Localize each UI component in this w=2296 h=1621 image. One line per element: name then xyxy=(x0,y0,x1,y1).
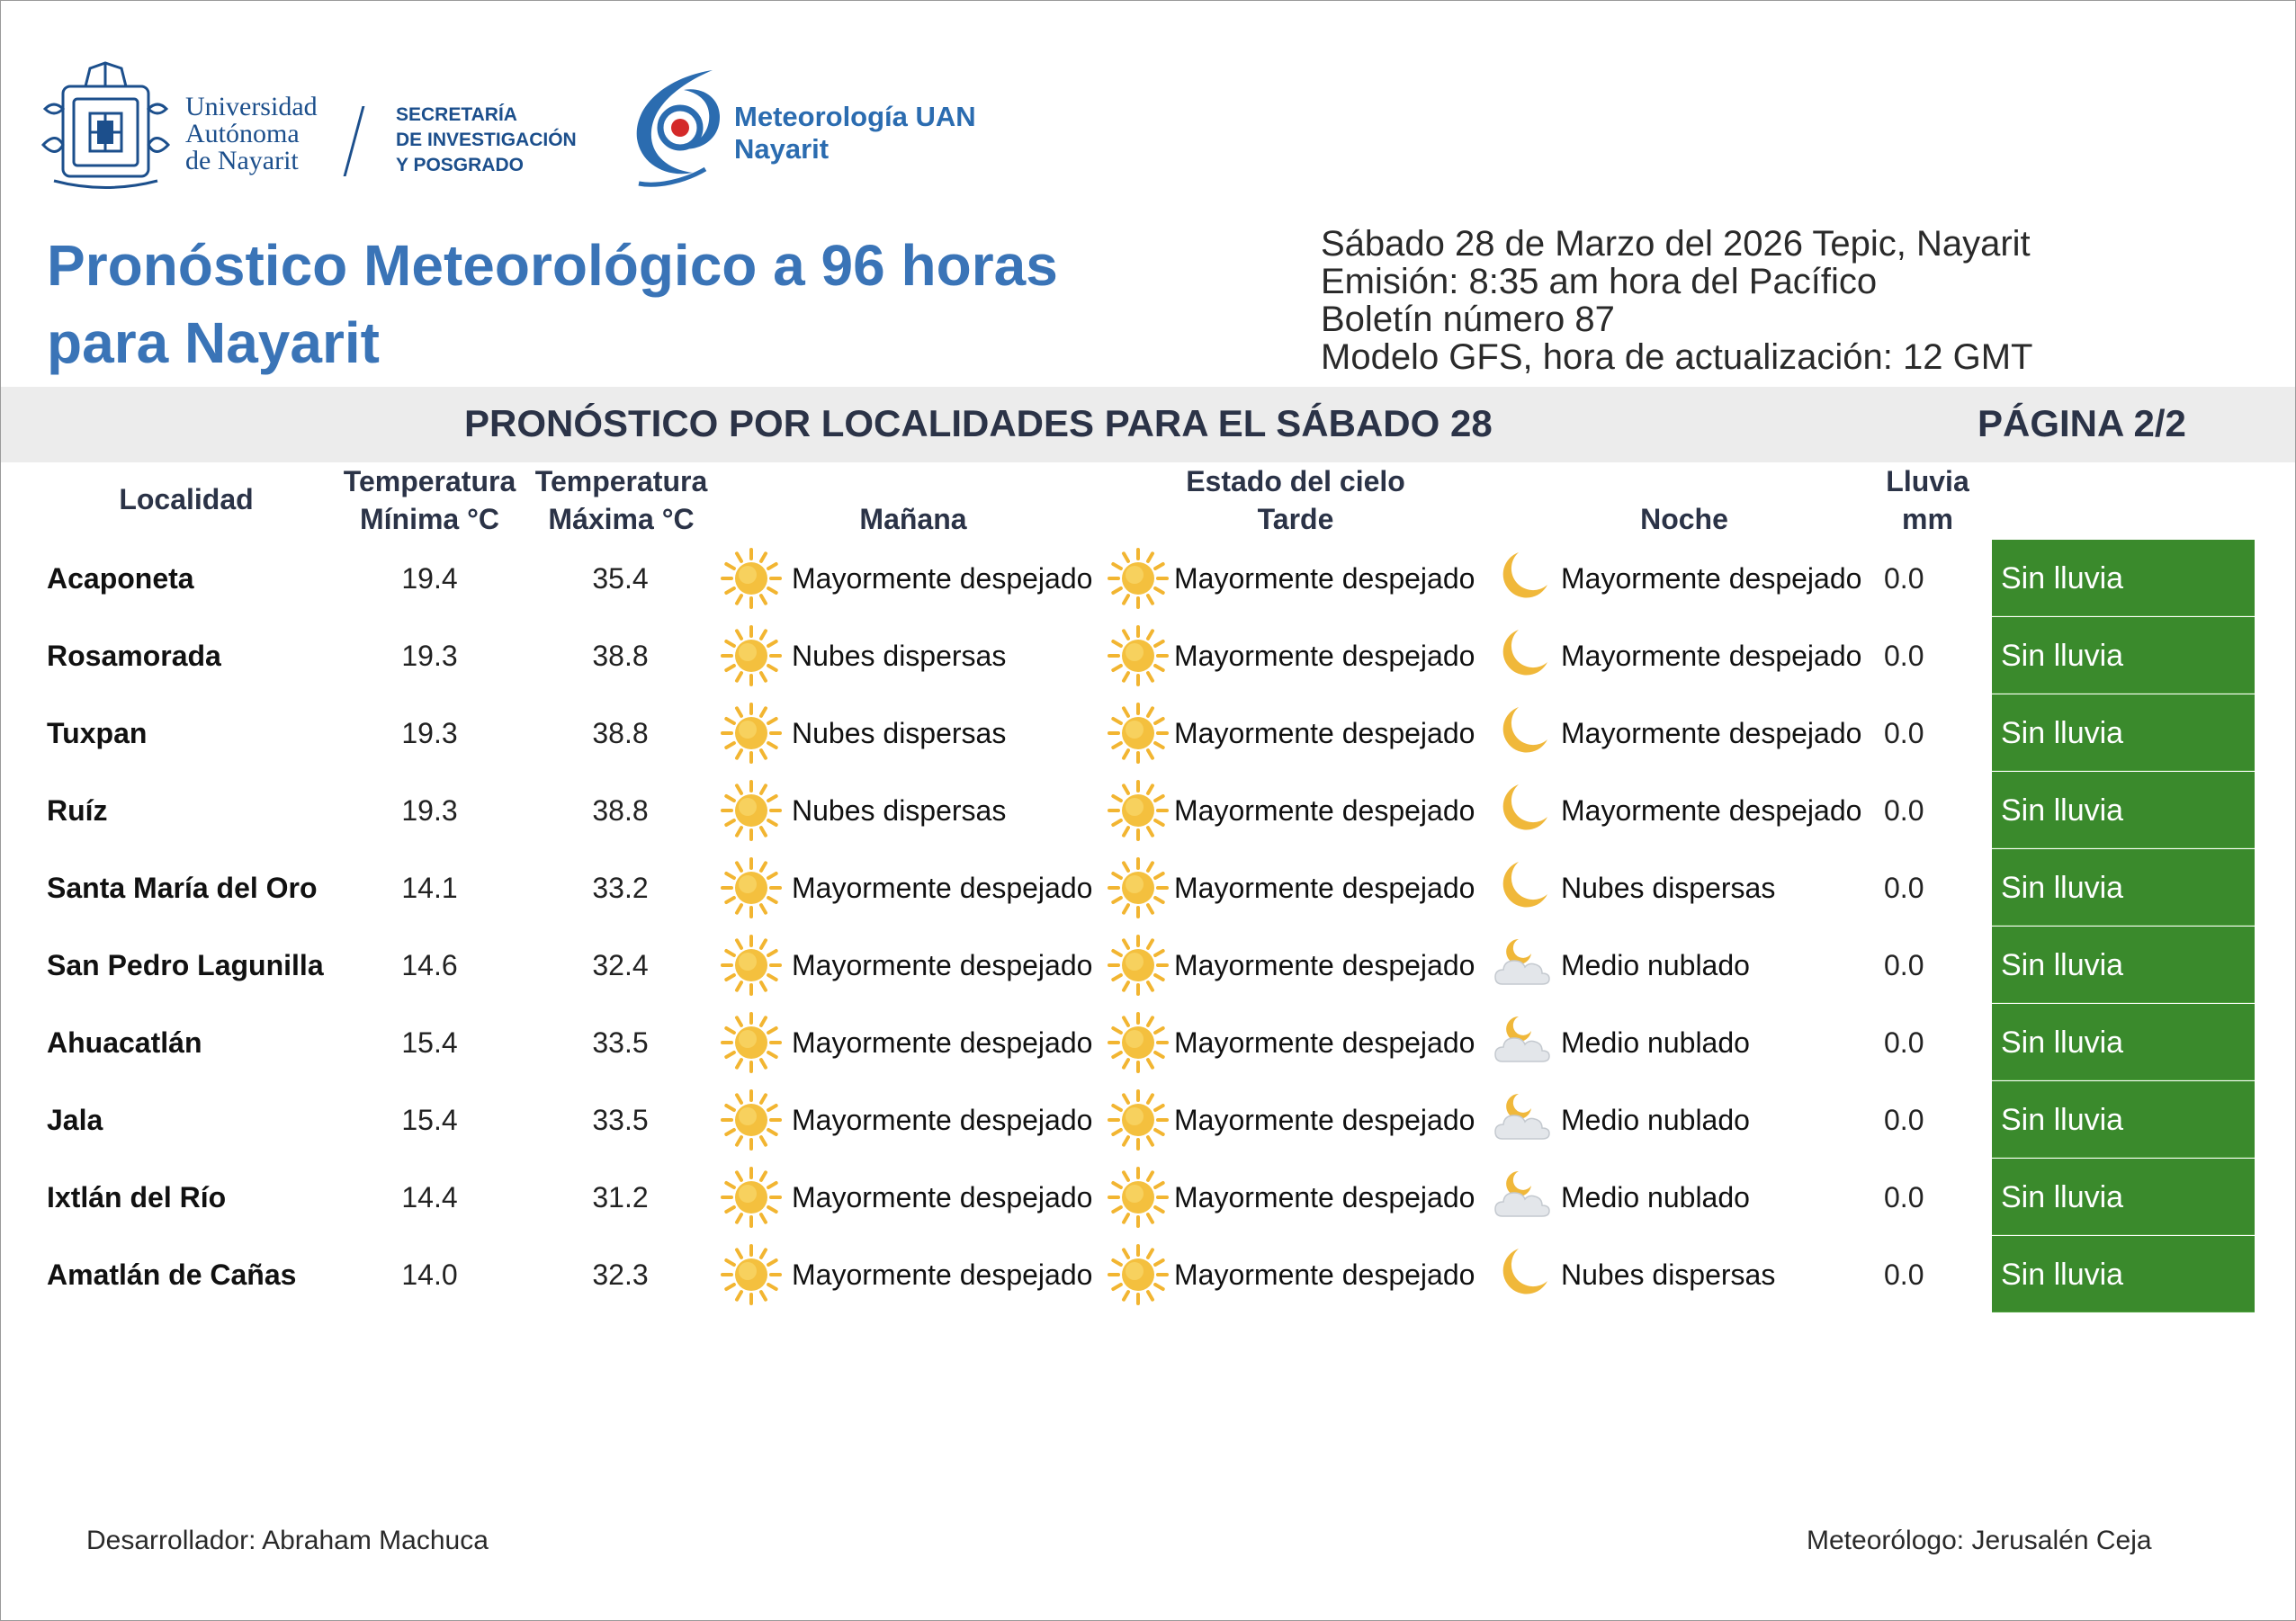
moon-cloud-icon xyxy=(1492,1011,1555,1074)
manana-condition: Nubes dispersas xyxy=(792,717,1007,749)
temp-max-value: 32.3 xyxy=(592,1258,649,1291)
table-row xyxy=(0,540,2296,617)
localidad-name: Ruíz xyxy=(47,794,108,827)
col-header-manana: Mañana xyxy=(859,503,967,535)
temp-max-value: 38.8 xyxy=(592,794,649,827)
rain-value: 0.0 xyxy=(1884,562,1924,595)
rain-status-badge: Sin lluvia xyxy=(1992,927,2255,1003)
bulletin-number: Boletín número 87 xyxy=(1321,300,1615,339)
rain-status-badge: Sin lluvia xyxy=(1992,772,2255,848)
temp-max-value: 32.4 xyxy=(592,949,649,981)
manana-condition: Nubes dispersas xyxy=(792,640,1007,672)
rain-value: 0.0 xyxy=(1884,1104,1924,1136)
manana-condition: Mayormente despejado xyxy=(792,872,1093,904)
temp-min-value: 14.1 xyxy=(401,872,458,904)
localidad-name: Ahuacatlán xyxy=(47,1026,202,1059)
table-row xyxy=(0,1236,2296,1313)
localidad-name: Jala xyxy=(47,1104,103,1136)
sun-icon xyxy=(1107,779,1170,842)
localidad-name: San Pedro Lagunilla xyxy=(47,949,324,981)
sun-icon xyxy=(720,1011,783,1074)
temp-min-value: 19.3 xyxy=(401,794,458,827)
moon-icon xyxy=(1492,1243,1555,1306)
table-row xyxy=(0,1081,2296,1159)
localidad-name: Tuxpan xyxy=(47,717,148,749)
tarde-condition: Mayormente despejado xyxy=(1174,794,1475,827)
localidad-name: Rosamorada xyxy=(47,640,221,672)
meteorologia-uan-logo xyxy=(630,65,729,191)
rain-status-badge: Sin lluvia xyxy=(1992,617,2255,694)
uan-crest-logo xyxy=(36,59,175,194)
bulletin-emission: Emisión: 8:35 am hora del Pacífico xyxy=(1321,262,1878,301)
tarde-condition: Mayormente despejado xyxy=(1174,640,1475,672)
moon-cloud-icon xyxy=(1492,1166,1555,1229)
sun-icon xyxy=(1107,1011,1170,1074)
rain-status-badge: Sin lluvia xyxy=(1992,694,2255,771)
tarde-condition: Mayormente despejado xyxy=(1174,949,1475,981)
manana-condition: Mayormente despejado xyxy=(792,1258,1093,1291)
moon-cloud-icon xyxy=(1492,934,1555,997)
localidad-name: Amatlán de Cañas xyxy=(47,1258,297,1291)
noche-condition: Nubes dispersas xyxy=(1561,1258,1776,1291)
meteorologist-credit: Meteorólogo: Jerusalén Ceja xyxy=(1807,1526,2152,1555)
col-header-localidad: Localidad xyxy=(119,483,254,515)
sun-icon xyxy=(720,624,783,687)
rain-status-badge: Sin lluvia xyxy=(1992,540,2255,616)
col-header-tmax: Temperatura Máxima °C xyxy=(534,465,708,535)
moon-cloud-icon xyxy=(1492,1088,1555,1151)
temp-max-value: 38.8 xyxy=(592,717,649,749)
sun-icon xyxy=(1107,1088,1170,1151)
temp-min-value: 19.4 xyxy=(401,562,458,595)
col-header-tmin: Temperatura Mínima °C xyxy=(343,465,516,535)
rain-status-badge: Sin lluvia xyxy=(1992,1236,2255,1312)
moon-icon xyxy=(1492,702,1555,765)
rain-value: 0.0 xyxy=(1884,1181,1924,1214)
moon-icon xyxy=(1492,779,1555,842)
sun-icon xyxy=(720,702,783,765)
sun-icon xyxy=(1107,934,1170,997)
noche-condition: Mayormente despejado xyxy=(1561,562,1862,595)
rain-value: 0.0 xyxy=(1884,717,1924,749)
temp-max-value: 38.8 xyxy=(592,640,649,672)
manana-condition: Mayormente despejado xyxy=(792,949,1093,981)
manana-condition: Mayormente despejado xyxy=(792,1026,1093,1059)
rain-value: 0.0 xyxy=(1884,872,1924,904)
bulletin-date: Sábado 28 de Marzo del 2026 Tepic, Nayarit xyxy=(1321,224,2031,264)
university-name: Universidad Autónoma de Nayarit xyxy=(185,92,318,175)
noche-condition: Medio nublado xyxy=(1561,949,1750,981)
table-row xyxy=(0,1004,2296,1081)
temp-max-value: 31.2 xyxy=(592,1181,649,1214)
sun-icon xyxy=(720,856,783,919)
col-header-lluvia: Lluvia mm xyxy=(1886,465,1969,535)
section-title: PRONÓSTICO POR LOCALIDADES PARA EL SÁBADO 28 xyxy=(464,402,1493,444)
page-title: Pronóstico Meteorológico a 96 horas para Nayarit xyxy=(47,233,1058,375)
rain-status-badge: Sin lluvia xyxy=(1992,849,2255,926)
noche-condition: Mayormente despejado xyxy=(1561,717,1862,749)
bulletin-model: Modelo GFS, hora de actualización: 12 GMT xyxy=(1321,337,2033,377)
noche-condition: Nubes dispersas xyxy=(1561,872,1776,904)
col-header-tarde: Tarde xyxy=(1257,503,1334,535)
temp-max-value: 35.4 xyxy=(592,562,649,595)
page-number: PÁGINA 2/2 xyxy=(1978,402,2186,444)
sun-icon xyxy=(720,547,783,610)
sun-icon xyxy=(720,1166,783,1229)
localidad-name: Santa María del Oro xyxy=(47,872,318,904)
col-header-noche: Noche xyxy=(1640,503,1728,535)
sun-icon xyxy=(1107,547,1170,610)
temp-min-value: 19.3 xyxy=(401,717,458,749)
sun-icon xyxy=(1107,856,1170,919)
bulletin-info xyxy=(1321,225,2032,376)
noche-condition: Medio nublado xyxy=(1561,1181,1750,1214)
rain-status-badge: Sin lluvia xyxy=(1992,1081,2255,1158)
table-row xyxy=(0,772,2296,849)
temp-max-value: 33.5 xyxy=(592,1026,649,1059)
sun-icon xyxy=(720,779,783,842)
noche-condition: Medio nublado xyxy=(1561,1026,1750,1059)
rain-value: 0.0 xyxy=(1884,1026,1924,1059)
temp-min-value: 15.4 xyxy=(401,1026,458,1059)
meteorologia-uan-name: Meteorología UAN Nayarit xyxy=(734,101,976,165)
tarde-condition: Mayormente despejado xyxy=(1174,1181,1475,1214)
manana-condition: Mayormente despejado xyxy=(792,1104,1093,1136)
temp-min-value: 14.6 xyxy=(401,949,458,981)
tarde-condition: Mayormente despejado xyxy=(1174,1104,1475,1136)
temp-max-value: 33.2 xyxy=(592,872,649,904)
developer-credit: Desarrollador: Abraham Machuca xyxy=(86,1526,489,1555)
tarde-condition: Mayormente despejado xyxy=(1174,872,1475,904)
sun-icon xyxy=(720,934,783,997)
temp-min-value: 14.4 xyxy=(401,1181,458,1214)
moon-icon xyxy=(1492,856,1555,919)
sun-icon xyxy=(1107,624,1170,687)
rain-status-badge: Sin lluvia xyxy=(1992,1159,2255,1235)
sun-icon xyxy=(720,1243,783,1306)
tarde-condition: Mayormente despejado xyxy=(1174,717,1475,749)
temp-min-value: 14.0 xyxy=(401,1258,458,1291)
moon-icon xyxy=(1492,624,1555,687)
manana-condition: Mayormente despejado xyxy=(792,1181,1093,1214)
table-row xyxy=(0,849,2296,927)
table-row xyxy=(0,927,2296,1004)
sun-icon xyxy=(720,1088,783,1151)
temp-min-value: 19.3 xyxy=(401,640,458,672)
rain-value: 0.0 xyxy=(1884,640,1924,672)
sun-icon xyxy=(1107,702,1170,765)
manana-condition: Nubes dispersas xyxy=(792,794,1007,827)
temp-max-value: 33.5 xyxy=(592,1104,649,1136)
localidad-name: Ixtlán del Río xyxy=(47,1181,227,1214)
rain-value: 0.0 xyxy=(1884,794,1924,827)
moon-icon xyxy=(1492,547,1555,610)
localidad-name: Acaponeta xyxy=(47,562,194,595)
manana-condition: Mayormente despejado xyxy=(792,562,1093,595)
tarde-condition: Mayormente despejado xyxy=(1174,1258,1475,1291)
rain-value: 0.0 xyxy=(1884,1258,1924,1291)
table-row xyxy=(0,1159,2296,1236)
noche-condition: Mayormente despejado xyxy=(1561,794,1862,827)
noche-condition: Medio nublado xyxy=(1561,1104,1750,1136)
sun-icon xyxy=(1107,1166,1170,1229)
secretaria-name: SECRETARÍA DE INVESTIGACIÓN Y POSGRADO xyxy=(396,104,577,175)
tarde-condition: Mayormente despejado xyxy=(1174,562,1475,595)
col-header-sky-group: Estado del cielo xyxy=(1186,465,1405,497)
rain-value: 0.0 xyxy=(1884,949,1924,981)
noche-condition: Mayormente despejado xyxy=(1561,640,1862,672)
sun-icon xyxy=(1107,1243,1170,1306)
temp-min-value: 15.4 xyxy=(401,1104,458,1136)
rain-status-badge: Sin lluvia xyxy=(1992,1004,2255,1080)
tarde-condition: Mayormente despejado xyxy=(1174,1026,1475,1059)
table-row xyxy=(0,617,2296,694)
table-row xyxy=(0,694,2296,772)
